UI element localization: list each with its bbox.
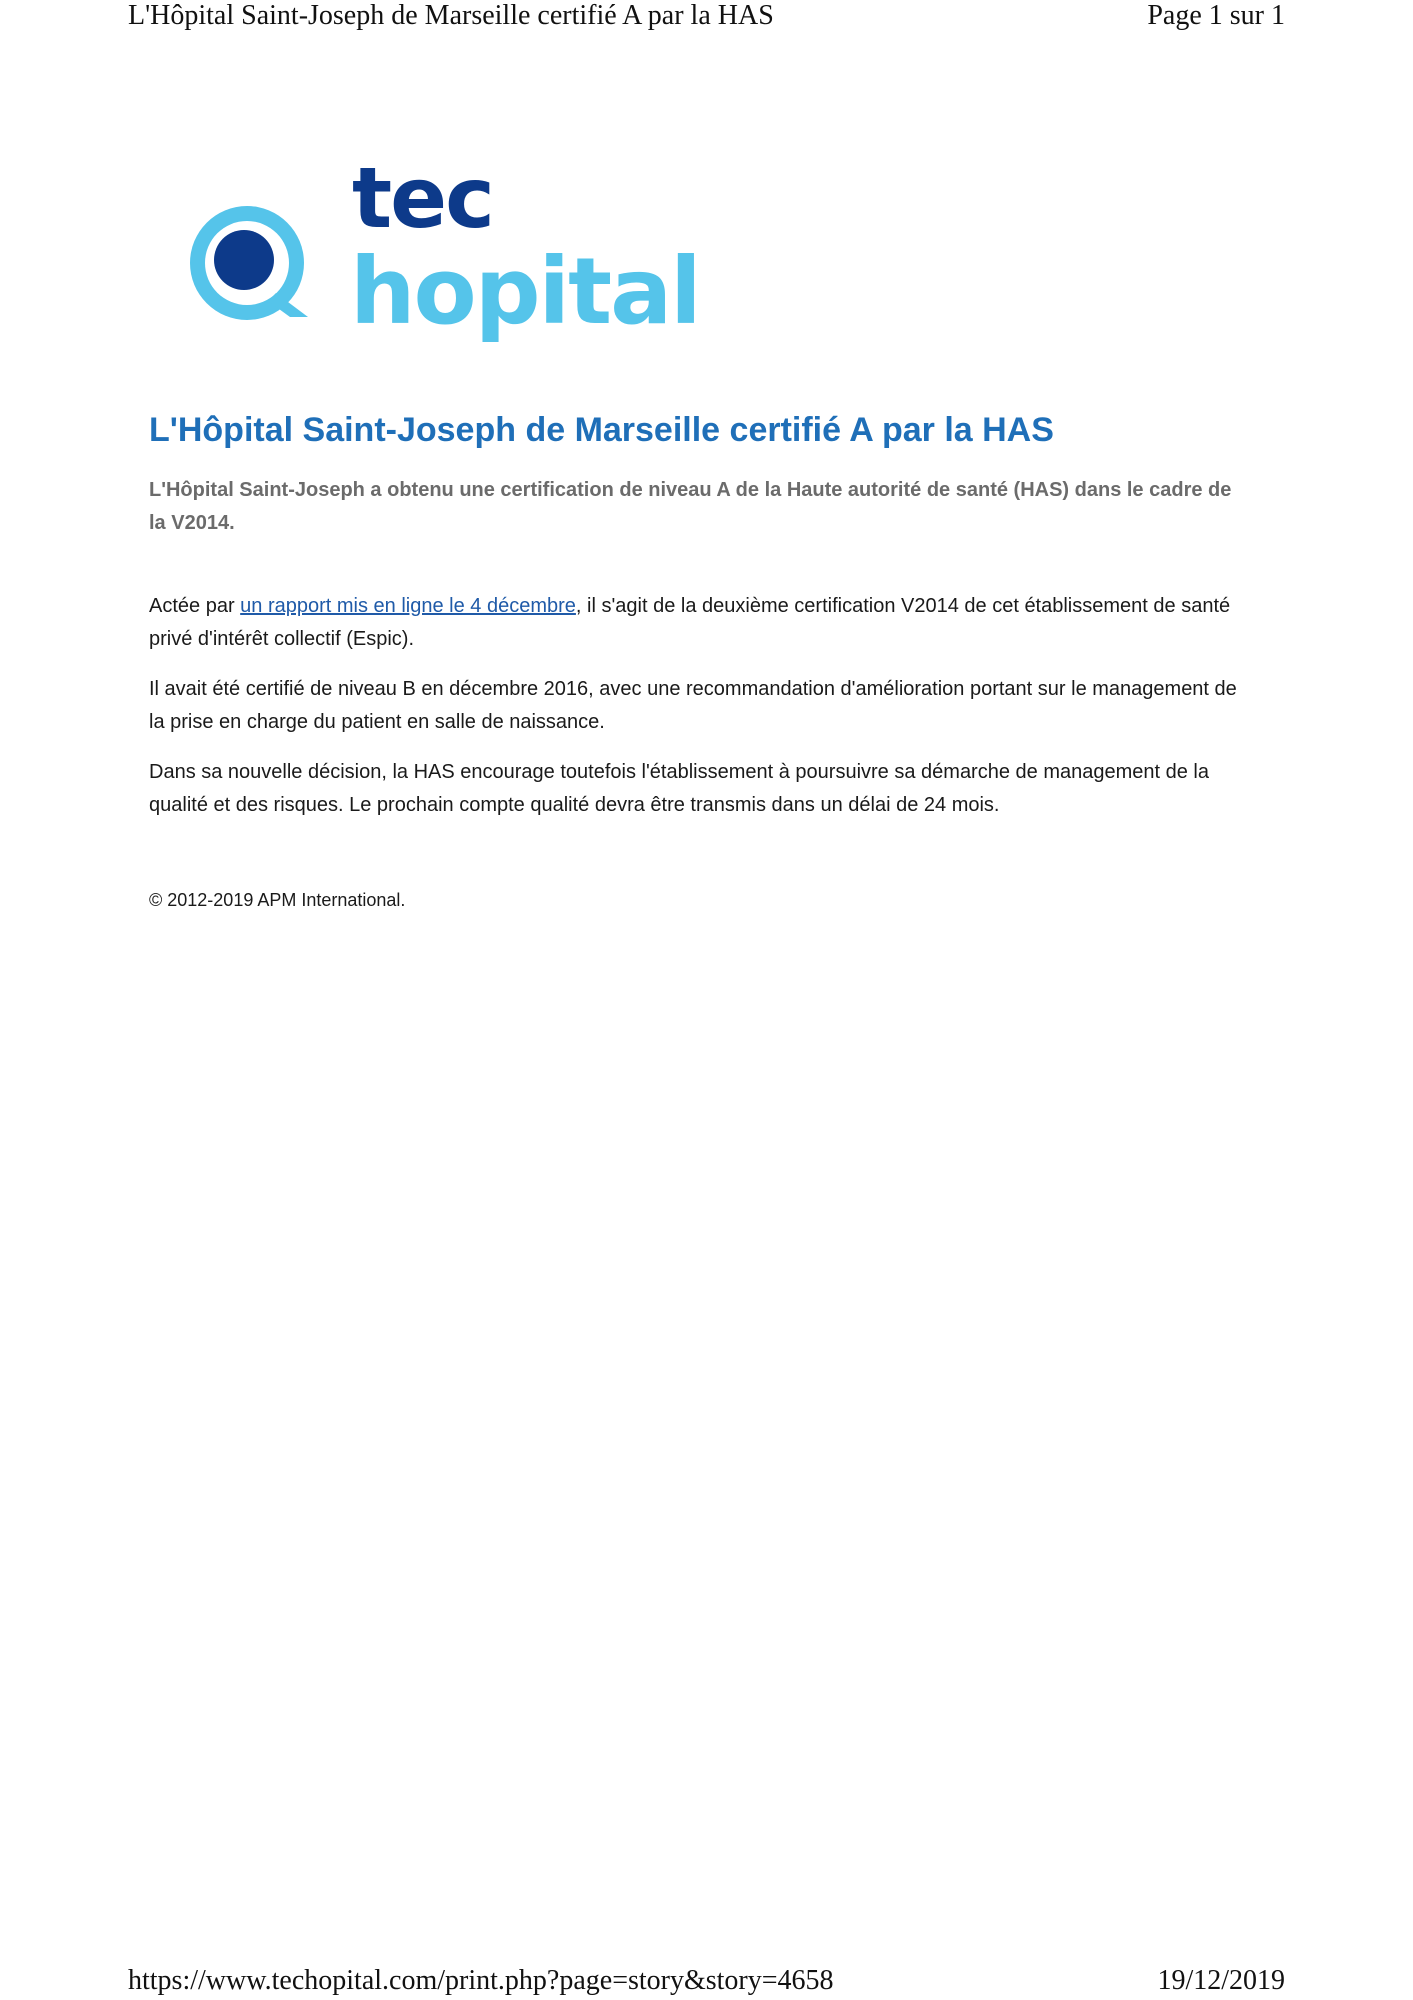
article bbox=[149, 408, 1239, 911]
print-header-title: L'Hôpital Saint-Joseph de Marseille certifié A par la HAS bbox=[128, 0, 774, 31]
paragraph-2: Il avait été certifié de niveau B en décembre 2016, avec une recommandation d'amélioration portant sur le management de la prise en charge du patient en salle de naissance. bbox=[149, 678, 1237, 733]
paragraph-1 bbox=[149, 590, 1239, 656]
article-body bbox=[149, 590, 1239, 822]
print-footer bbox=[128, 1965, 1285, 1997]
article-title: L'Hôpital Saint-Joseph de Marseille certifié A par la HAS bbox=[149, 411, 1054, 449]
report-link[interactable]: un rapport mis en ligne le 4 décembre bbox=[240, 595, 576, 617]
techopital-logo bbox=[180, 155, 700, 355]
print-footer-date: 19/12/2019 bbox=[1157, 1965, 1285, 1996]
print-header bbox=[128, 0, 1285, 32]
logo-text-hopital: hopital bbox=[350, 238, 700, 345]
print-page-number: Page 1 sur 1 bbox=[1147, 0, 1285, 31]
paragraph-3: Dans sa nouvelle décision, la HAS encourage toutefois l'établissement à poursuivre sa démarche de management de la qualité et des risques. Le prochain compte qualité devra être transmis dans un délai de 24 mois. bbox=[149, 761, 1209, 816]
copyright: © 2012-2019 APM International. bbox=[149, 890, 406, 910]
article-lead: L'Hôpital Saint-Joseph a obtenu une certification de niveau A de la Haute autorité de santé (HAS) dans le cadre de la V2014. bbox=[149, 479, 1232, 534]
search-icon bbox=[190, 206, 308, 320]
print-footer-url: https://www.techopital.com/print.php?page=story&story=4658 bbox=[128, 1965, 834, 1996]
paragraph-1-start: Actée par bbox=[149, 595, 241, 617]
paragraph-1-end: , il s'agit de la deuxième certification V2014 de cet établissement de santé privé d'intérêt collectif (Espic). bbox=[149, 595, 1231, 650]
logo-text-tec: tec bbox=[352, 155, 493, 247]
